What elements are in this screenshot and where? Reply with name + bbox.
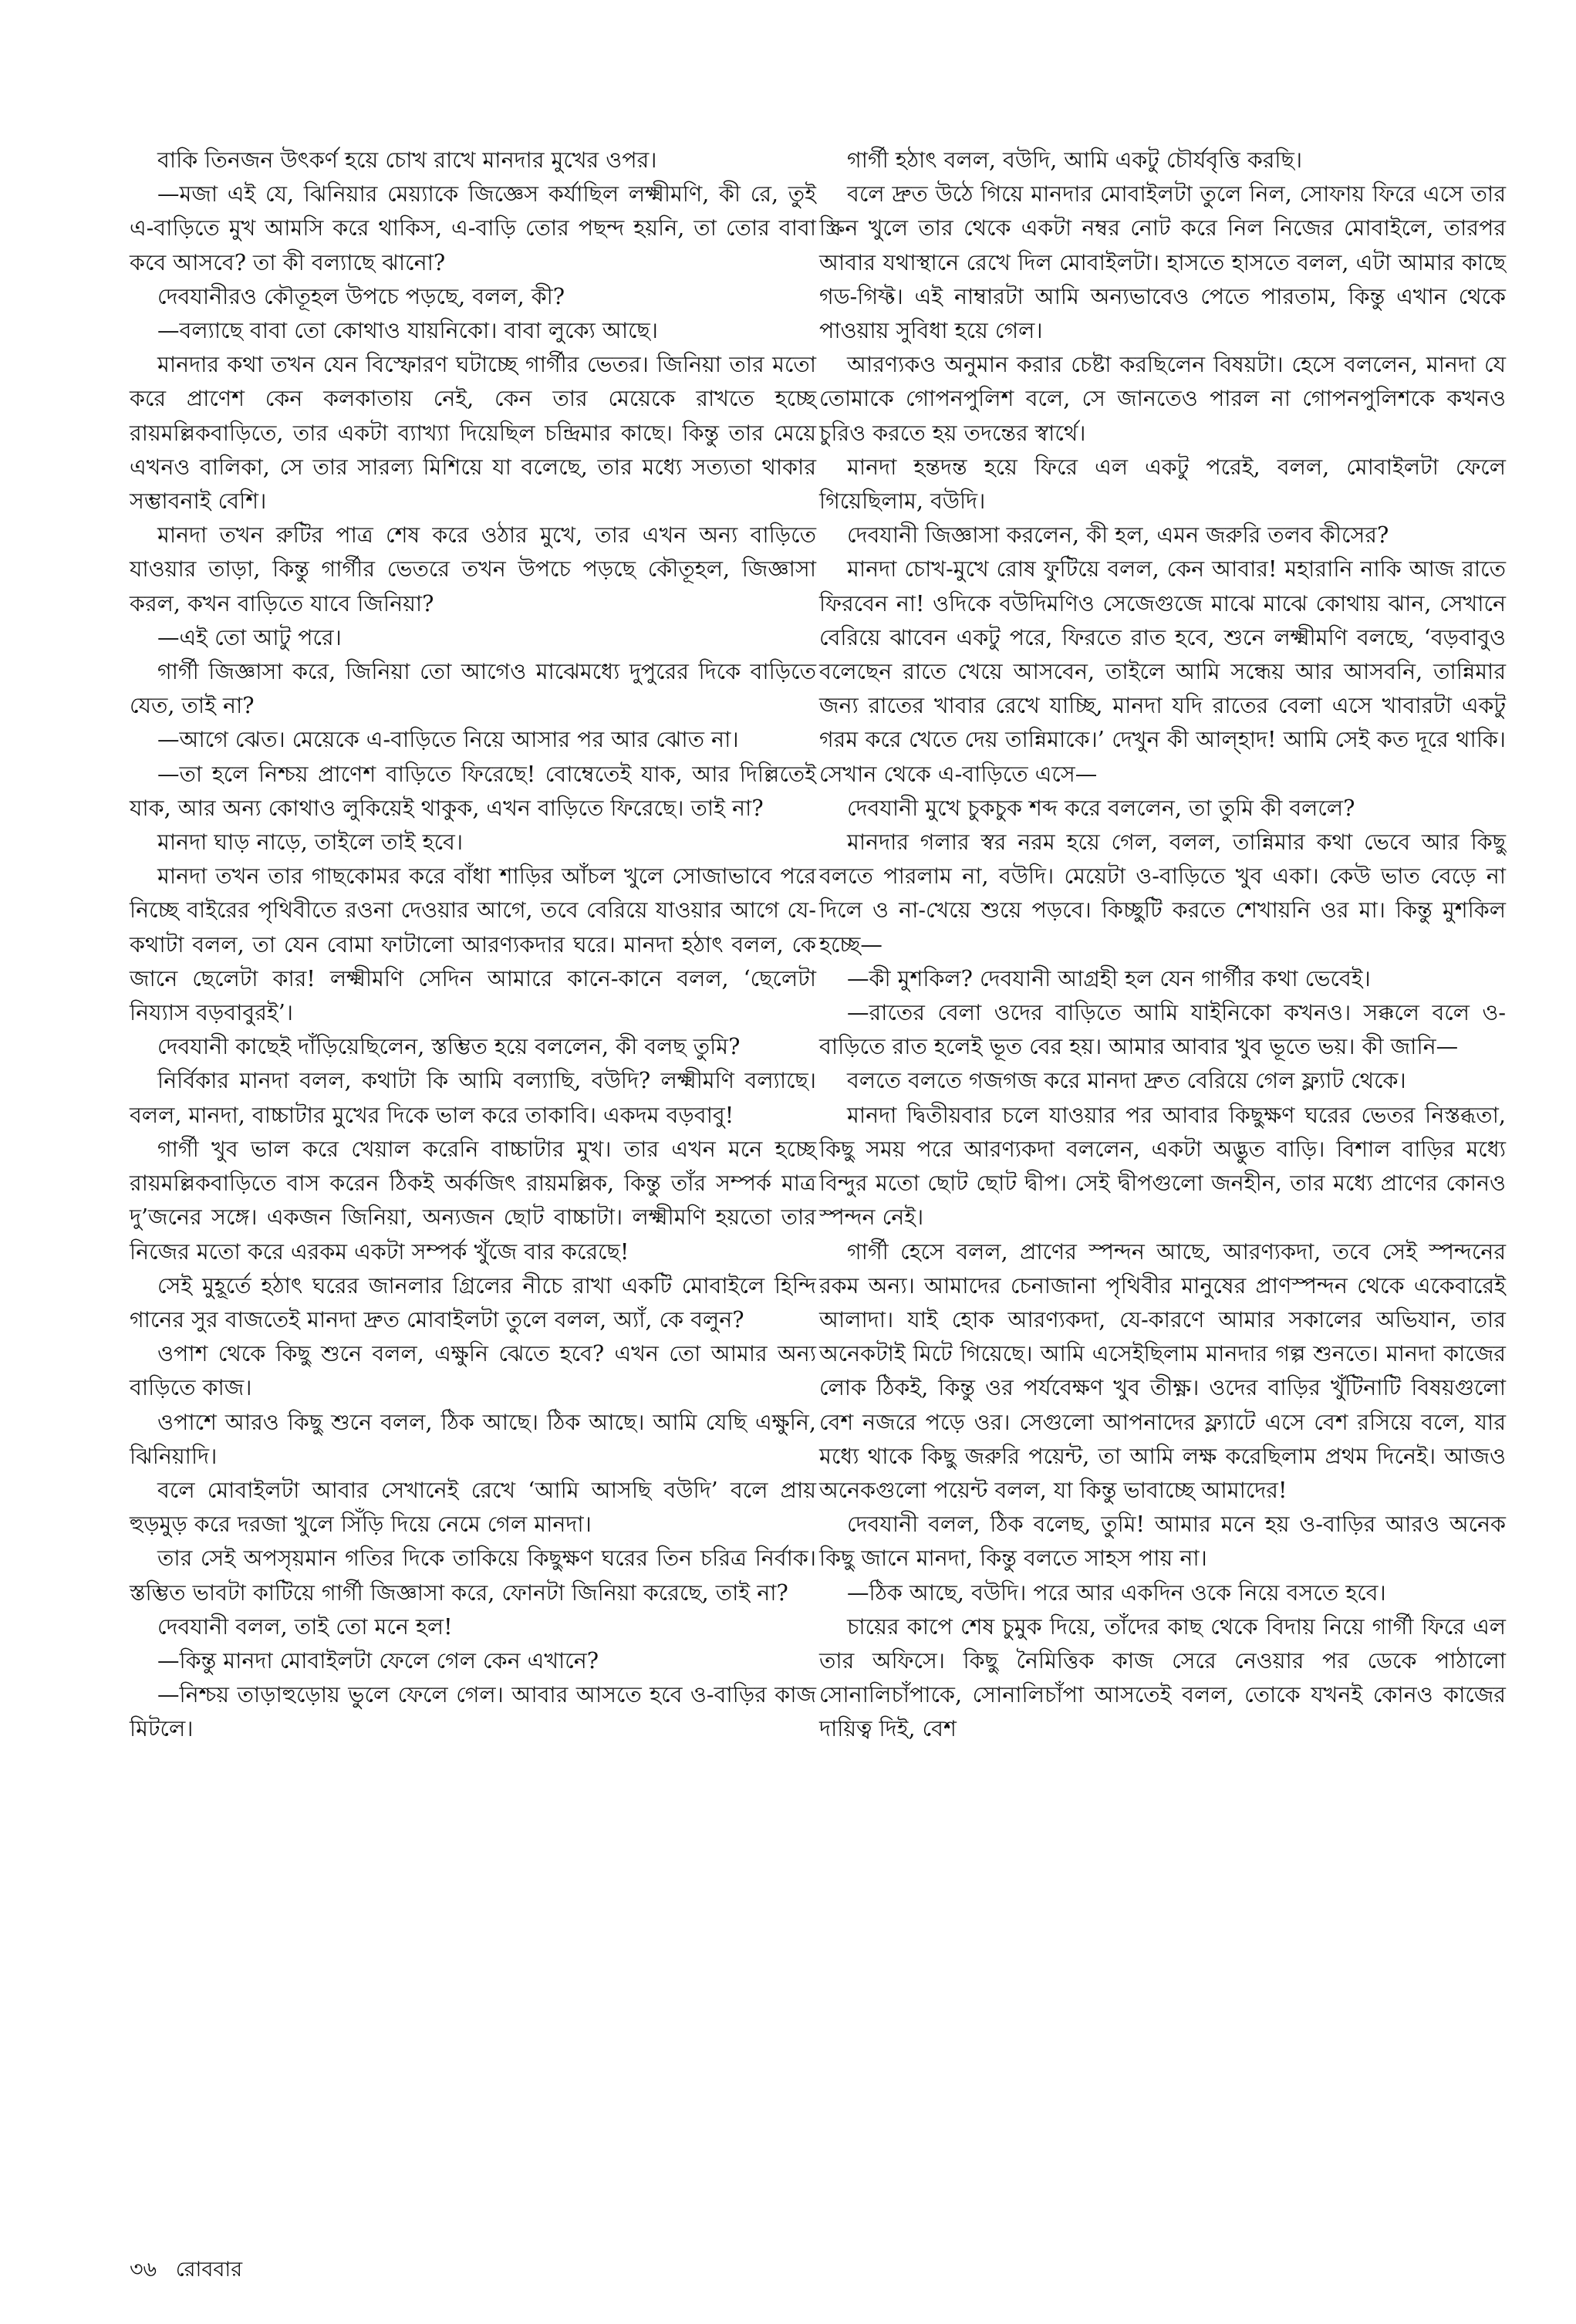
body-paragraph: বলতে বলতে গজগজ করে মানদা দ্রুত বেরিয়ে গেল ফ্ল্যাট থেকে। — [847, 1068, 1406, 1094]
body-paragraph: —এই তো আটু পরে। — [157, 624, 342, 650]
body-paragraph: মানদা তখন তার গাছকোমর করে বাঁধা শাড়ির আঁচল খুলে সোজাভাবে পরে নিচ্ছে বাইরের পৃথিবীতে রওনা দেওয়ার আগে, তবে বেরিয়ে যাওয়ার আগে যে-কথাটা বলল, তা যেন বোমা ফাটালো আরণ্যকদার ঘরে। মানদা হঠাৎ বলল, কে জানে ছেলেটা কার! লক্ষ্মীমণি সেদিন আমারে কানে-কানে বলল, ‘ছেলেটা নিয্যাস বড়বাবুরই’। — [130, 863, 816, 1026]
body-paragraph: দেবযানী বলল, তাই তো মনে হল! — [157, 1613, 453, 1640]
body-paragraph: দেবযানী জিজ্ঞাসা করলেন, কী হল, এমন জরুরি তলব কীসের? — [847, 522, 1389, 549]
body-paragraph: সেই মুহূর্তে হঠাৎ ঘরের জানলার গ্রিলের নীচে রাখা একটি মোবাইলে হিন্দি গানের সুর বাজতেই মানদা দ্রুত মোবাইলটা তুলে বলল, অ্যাঁ, কে বলুন? — [130, 1272, 816, 1333]
publication-name: রোববার — [175, 2258, 243, 2282]
body-paragraph: দেবযানী মুখে চুকচুক শব্দ করে বললেন, তা তুমি কী বললে? — [847, 795, 1355, 821]
body-paragraph: দেবযানীরও কৌতূহল উপচে পড়ছে, বলল, কী? — [157, 283, 565, 309]
body-paragraph: তার সেই অপসৃয়মান গতির দিকে তাকিয়ে কিছুক্ষণ ঘরের তিন চরিত্র নির্বাক। স্তম্ভিত ভাবটা কাটিয়ে গার্গী জিজ্ঞাসা করে, ফোনটা জিনিয়া করেছে, তাই না? — [130, 1545, 816, 1606]
body-paragraph: —নিশ্চয় তাড়াহুড়োয় ভুলে ফেলে গেল। আবার আসতে হবে ও-বাড়ির কাজ মিটলে। — [130, 1682, 816, 1742]
body-paragraph: গার্গী খুব ভাল করে খেয়াল করেনি বাচ্চাটার মুখ। তার এখন মনে হচ্ছে রায়মল্লিকবাড়িতে বাস করেন ঠিকই অর্কজিৎ রায়মল্লিক, কিন্তু তাঁর সম্পর্ক মাত্র দু’জনের সঙ্গে। একজন জিনিয়া, অন্যজন ছোট বাচ্চাটা। লক্ষ্মীমণি হয়তো তার নিজের মতো করে এরকম একটা সম্পর্ক খুঁজে বার করেছে! — [130, 1136, 816, 1265]
body-paragraph: গার্গী হেসে বলল, প্রাণের স্পন্দন আছে, আরণ্যকদা, তবে সেই স্পন্দনের রকম অন্য। আমাদের চেনাজানা পৃথিবীর মানুষের প্রাণস্পন্দন থেকে একেবারেই আলাদা। যাই হোক আরণ্যকদা, যে-কারণে আমার সকালের অভিযান, তার অনেকটাই মিটে গিয়েছে। আমি এসেইছিলাম মানদার গল্প শুনতে। মানদা কাজের লোক ঠিকই, কিন্তু ওর পর্যবেক্ষণ খুব তীক্ষ্ণ। ওদের বাড়ির খুঁটিনাটি বিষয়গুলো বেশ নজরে পড়ে ওর। সেগুলো আপনাদের ফ্ল্যাটে এসে বেশ রসিয়ে বলে, যার মধ্যে থাকে কিছু জরুরি পয়েন্ট, তা আমি লক্ষ করেছিলাম প্রথম দিনেই। আজও অনেকগুলো পয়েন্ট বলল, যা কিন্তু ভাবাচ্ছে আমাদের! — [819, 1238, 1506, 1503]
body-paragraph: বলে মোবাইলটা আবার সেখানেই রেখে ‘আমি আসছি বউদি’ বলে প্রায় হুড়মুড় করে দরজা খুলে সিঁড়ি দিয়ে নেমে গেল মানদা। — [130, 1477, 816, 1538]
body-paragraph: মানদা হন্তদন্ত হয়ে ফিরে এল একটু পরেই, বলল, মোবাইলটা ফেলে গিয়েছিলাম, বউদি। — [819, 454, 1506, 515]
body-paragraph: দেবযানী বলল, ঠিক বলেছ, তুমি! আমার মনে হয় ও-বাড়ির আরও অনেক কিছু জানে মানদা, কিন্তু বলতে সাহস পায় না। — [819, 1512, 1506, 1572]
body-paragraph: মানদা চোখ-মুখে রোষ ফুটিয়ে বলল, কেন আবার! মহারানি নাকি আজ রাতে ফিরবেন না! ওদিকে বউদিমণিও সেজেগুজে মাঝে মাঝে কোথায় ঝান, সেখানে বেরিয়ে ঝাবেন একটু পরে, ফিরতে রাত হবে, শুনে লক্ষ্মীমণি বলছে, ‘বড়বাবুও বলেছেন রাতে খেয়ে আসবেন, তাইলে আমি সন্ধেয় আর আসবনি, তান্নিমার জন্য রাতের খাবার রেখে যাচ্ছি, মানদা যদি রাতের বেলা এসে খাবারটা একটু গরম করে খেতে দেয় তান্নিমাকে।’ দেখুন কী আল্হাদ! আমি সেই কত দূরে থাকি। সেখান থেকে এ-বাড়িতে এসে— — [819, 556, 1506, 787]
right-text-column — [819, 144, 1506, 1747]
body-paragraph: —কী মুশকিল? দেবযানী আগ্রহী হল যেন গার্গীর কথা ভেবেই। — [847, 965, 1371, 991]
left-text-column — [130, 144, 816, 1747]
body-paragraph: গার্গী জিজ্ঞাসা করে, জিনিয়া তো আগেও মাঝেমধ্যে দুপুরের দিকে বাড়িতে যেত, তাই না? — [130, 659, 816, 719]
body-paragraph: —রাতের বেলা ওদের বাড়িতে আমি যাইনিকো কখনও। সক্কলে বলে ও-বাড়িতে রাত হলেই ভূত বের হয়। আমার আবার খুব ভূতে ভয়। কী জানি— — [819, 1000, 1506, 1060]
body-paragraph: বাকি তিনজন উৎকর্ণ হয়ে চোখ রাখে মানদার মুখের ওপর। — [157, 147, 657, 173]
body-paragraph: গার্গী হঠাৎ বলল, বউদি, আমি একটু চৌর্যবৃত্তি করছি। — [847, 147, 1303, 173]
body-paragraph: —আগে ঝেত। মেয়েকে এ-বাড়িতে নিয়ে আসার পর আর ঝোত না। — [157, 727, 739, 753]
body-paragraph: বলে দ্রুত উঠে গিয়ে মানদার মোবাইলটা তুলে নিল, সোফায় ফিরে এসে তার স্ক্রিন খুলে তার থেকে একটা নম্বর নোট করে নিল নিজের মোবাইলে, তারপর আবার যথাস্থানে রেখে দিল মোবাইলটা। হাসতে হাসতে বলল, এটা আমার কাছে গড-গিফ্ট। এই নাম্বারটা আমি অন্যভাবেও পেতে পারতাম, কিন্তু এখান থেকে পাওয়ায় সুবিধা হয়ে গেল। — [819, 181, 1506, 344]
body-paragraph: চায়ের কাপে শেষ চুমুক দিয়ে, তাঁদের কাছ থেকে বিদায় নিয়ে গার্গী ফিরে এল তার অফিসে। কিছু নৈমিত্তিক কাজ সেরে নেওয়ার পর ডেকে পাঠালো সোনালিচাঁপাকে, সোনালিচাঁপা আসতেই বলল, তোকে যখনই কোনও কাজের দায়িত্ব দিই, বেশ — [819, 1613, 1506, 1742]
body-paragraph: আরণ্যকও অনুমান করার চেষ্টা করছিলেন বিষয়টা। হেসে বললেন, মানদা যে তোমাকে গোপনপুলিশ বলে, সে জানতেও পারল না গোপনপুলিশকে কখনও চুরিও করতে হয় তদন্তের স্বার্থে। — [819, 352, 1506, 446]
body-paragraph: —ঠিক আছে, বউদি। পরে আর একদিন ওকে নিয়ে বসতে হবে। — [847, 1579, 1386, 1606]
body-paragraph: মানদার গলার স্বর নরম হয়ে গেল, বলল, তান্নিমার কথা ভেবে আর কিছু বলতে পারলাম না, বউদি। মেয়েটা ও-বাড়িতে খুব একা। কেউ ভাত বেড়ে না দিলে ও না-খেয়ে শুয়ে পড়বে। কিচ্ছুটি করতে শেখায়নি ওর মা। কিন্তু মুশকিল হচ্ছে— — [819, 829, 1506, 958]
page-number: ৩৬ — [130, 2258, 157, 2282]
body-paragraph: —কিন্তু মানদা মোবাইলটা ফেলে গেল কেন এখানে? — [157, 1647, 599, 1674]
body-paragraph: —মজা এই যে, ঝিনিয়ার মেয়্যাকে জিজ্ঞেস কর্যাছিল লক্ষ্মীমণি, কী রে, তুই এ-বাড়িতে মুখ আমসি করে থাকিস, এ-বাড়ি তোর পছন্দ হয়নি, তা তোর বাবা কবে আসবে? তা কী বল্যাছে ঝানো? — [130, 181, 816, 275]
body-paragraph: ওপাশে আরও কিছু শুনে বলল, ঠিক আছে। ঠিক আছে। আমি যেছি এক্ষুনি, ঝিনিয়াদি। — [130, 1409, 816, 1469]
body-paragraph: নির্বিকার মানদা বলল, কথাটা কি আমি বল্যাছি, বউদি? লক্ষ্মীমণি বল্যাছে। বলল, মানদা, বাচ্চাটার মুখের দিকে ভাল করে তাকাবি। একদম বড়বাবু! — [130, 1068, 816, 1128]
body-paragraph: মানদা দ্বিতীয়বার চলে যাওয়ার পর আবার কিছুক্ষণ ঘরের ভেতর নিস্তব্ধতা, কিছু সময় পরে আরণ্যকদা বললেন, একটা অদ্ভুত বাড়ি। বিশাল বাড়ির মধ্যে বিন্দুর মতো ছোট ছোট দ্বীপ। সেই দ্বীপগুলো জনহীন, তার মধ্যে প্রাণের কোনও স্পন্দন নেই। — [819, 1102, 1506, 1231]
body-paragraph: ওপাশ থেকে কিছু শুনে বলল, এক্ষুনি ঝেতে হবে? এখন তো আমার অন্য বাড়িতে কাজ। — [130, 1341, 816, 1401]
body-paragraph: —বল্যাছে বাবা তো কোথাও যায়নিকো। বাবা লুক্যে আছে। — [157, 318, 658, 344]
body-paragraph: মানদার কথা তখন যেন বিস্ফোরণ ঘটাচ্ছে গার্গীর ভেতর। জিনিয়া তার মতো করে প্রাণেশ কেন কলকাতায় নেই, কেন তার মেয়েকে রাখতে হচ্ছে রায়মল্লিকবাড়িতে, তার একটা ব্যাখ্যা দিয়েছিল চন্দ্রিমার কাছে। কিন্তু তার মেয়ে এখনও বালিকা, সে তার সারল্য মিশিয়ে যা বলেছে, তার মধ্যে সত্যতা থাকার সম্ভাবনাই বেশি। — [130, 352, 816, 515]
body-paragraph: মানদা তখন রুটির পাত্র শেষ করে ওঠার মুখে, তার এখন অন্য বাড়িতে যাওয়ার তাড়া, কিন্তু গার্গীর ভেতরে তখন উপচে পড়ছে কৌতূহল, জিজ্ঞাসা করল, কখন বাড়িতে যাবে জিনিয়া? — [130, 522, 816, 616]
page-footer — [130, 2255, 255, 2285]
body-paragraph: মানদা ঘাড় নাড়ে, তাইলে তাই হবে। — [157, 829, 464, 856]
body-paragraph: —তা হলে নিশ্চয় প্রাণেশ বাড়িতে ফিরেছে! বোম্বেতেই যাক, আর দিল্লিতেই যাক, আর অন্য কোথাও লুকিয়েই থাকুক, এখন বাড়িতে ফিরেছে। তাই না? — [130, 761, 816, 821]
body-paragraph: দেবযানী কাছেই দাঁড়িয়েছিলেন, স্তম্ভিত হয়ে বললেন, কী বলছ তুমি? — [157, 1034, 741, 1060]
